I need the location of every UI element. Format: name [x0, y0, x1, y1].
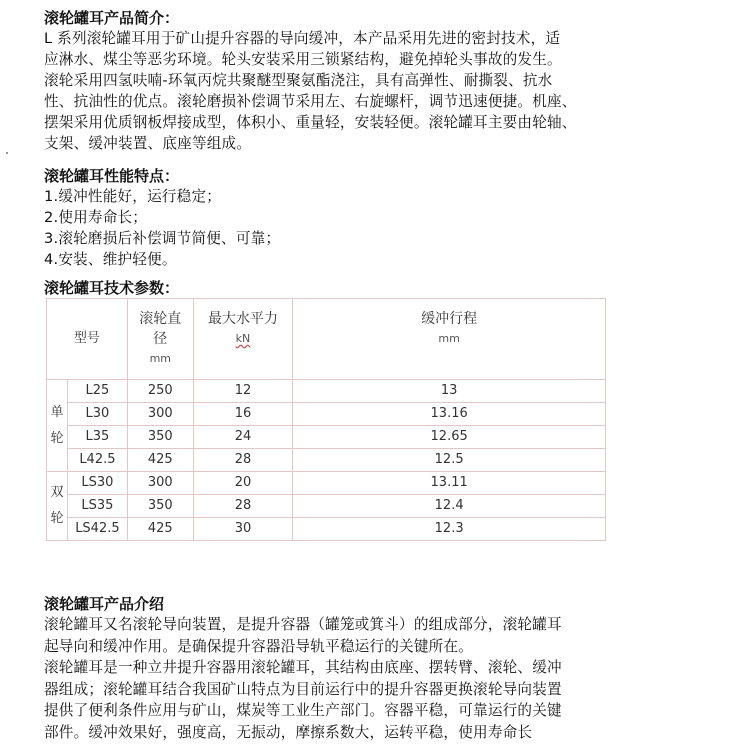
- cell-stroke: 12.5: [293, 449, 606, 472]
- cell-diameter: 300: [127, 403, 193, 426]
- cell-model: L42.5: [67, 449, 127, 472]
- cell-stroke: 13.11: [293, 472, 606, 495]
- cell-force: 20: [193, 472, 293, 495]
- cell-model: L25: [67, 380, 127, 403]
- cell-diameter: 425: [127, 449, 193, 472]
- cell-force: 12: [193, 380, 293, 403]
- header-force-label: 最大水平力: [207, 311, 278, 327]
- feature-item: 1.缓冲性能好，运行稳定；: [44, 188, 222, 205]
- cell-stroke: 13: [293, 380, 606, 403]
- table-row: [47, 449, 606, 472]
- feature-item: 3.滚轮磨损后补偿调节简便、可靠；: [44, 230, 281, 247]
- header-stroke-unit: mm: [438, 332, 460, 345]
- cell-diameter: 250: [127, 380, 193, 403]
- cell-model: LS35: [67, 495, 127, 518]
- cell-diameter: 350: [127, 426, 193, 449]
- specs-heading: 滚轮罐耳技术参数：: [44, 279, 180, 297]
- intro-line: 支架、缓冲装置、底座等组成。: [44, 135, 252, 152]
- features-heading: 滚轮罐耳性能特点：: [44, 167, 180, 185]
- product-line: 提供了便利条件应用与矿山，煤炭等工业生产部门。容器平稳，可靠运行的关键: [44, 702, 562, 719]
- intro-line: L 系列滚轮罐耳用于矿山提升容器的导向缓冲，本产品采用先进的密封技术，适: [44, 30, 561, 47]
- cell-force: 30: [193, 518, 293, 541]
- features-section: [44, 166, 704, 270]
- intro-line: 应淋水、煤尘等恶劣环境。轮头安装采用三锁紧结构，避免掉轮头事故的发生。: [44, 51, 562, 68]
- table-row: [47, 380, 606, 403]
- cell-diameter: 350: [127, 495, 193, 518]
- cell-force: 24: [193, 426, 293, 449]
- cell-diameter: 425: [127, 518, 193, 541]
- intro-section: [44, 8, 704, 154]
- table-row: [47, 518, 606, 541]
- table-row: [47, 426, 606, 449]
- table-row: [47, 495, 606, 518]
- cell-stroke: 12.3: [293, 518, 606, 541]
- header-force: [193, 299, 293, 380]
- product-line: 起导向和缓冲作用。是确保提升容器沿导轨平稳运行的关键所在。: [44, 637, 474, 655]
- cell-model: LS30: [67, 472, 127, 495]
- product-line: 部件。缓冲效果好，强度高，无振动，摩擦系数大，运转平稳，使用寿命长: [44, 723, 533, 741]
- header-stroke: [293, 299, 606, 380]
- feature-item: 4.安装、维护轻便。: [44, 251, 177, 268]
- table-row: [47, 472, 606, 495]
- cell-diameter: 300: [127, 472, 193, 495]
- feature-item: 2.使用寿命长；: [44, 209, 148, 226]
- cell-model: LS42.5: [67, 518, 127, 541]
- intro-line: 摆架采用优质钢板焊接成型，体积小、重量轻，安装轻便。滚轮罐耳主要由轮轴、: [44, 114, 577, 131]
- intro-line: 滚轮采用四氢呋喃-环氧丙烷共聚醚型聚氨酯浇注，具有高弹性、耐撕裂、抗水: [44, 72, 553, 89]
- cell-model: L30: [67, 403, 127, 426]
- cell-stroke: 12.65: [293, 426, 606, 449]
- intro-heading: 滚轮罐耳产品简介：: [44, 9, 180, 27]
- header-diameter: [127, 299, 193, 380]
- header-diameter-label: 滚轮直径: [139, 311, 182, 347]
- cell-model: L35: [67, 426, 127, 449]
- table-header-row: [47, 299, 606, 380]
- cell-force: 28: [193, 495, 293, 518]
- header-force-unit: kN: [235, 332, 251, 345]
- specs-table: [46, 298, 606, 541]
- cell-force: 16: [193, 403, 293, 426]
- cell-stroke: 13.16: [293, 403, 606, 426]
- product-line: 滚轮罐耳又名滚轮导向装置，是提升容器（罐笼或箕斗）的组成部分，滚轮罐耳: [44, 616, 562, 633]
- table-row: [47, 403, 606, 426]
- stray-mark: [6, 152, 8, 154]
- product-line: 器组成；滚轮罐耳结合我国矿山特点为目前运行中的提升容器更换滚轮导向装置: [44, 680, 562, 698]
- header-stroke-label: 缓冲行程: [421, 311, 478, 327]
- intro-paragraph: [44, 28, 704, 154]
- specs-section: [44, 278, 704, 298]
- product-section: [44, 594, 704, 743]
- intro-line: 性、抗油性的优点。滚轮磨损补偿调节采用左、右旋螺杆，调节迅速便捷。机座、: [44, 93, 577, 110]
- product-paragraph: [44, 614, 704, 743]
- group-label-single: 单轮: [47, 380, 68, 472]
- cell-stroke: 12.4: [293, 495, 606, 518]
- header-model: 型号: [47, 299, 128, 380]
- product-line: 滚轮罐耳是一种立井提升容器用滚轮罐耳，其结构由底座、摆转臂、滚轮、缓冲: [44, 659, 562, 676]
- group-label-double: 双轮: [47, 472, 68, 541]
- features-list: [44, 186, 704, 270]
- header-diameter-unit: mm: [149, 352, 171, 365]
- cell-force: 28: [193, 449, 293, 472]
- product-heading: 滚轮罐耳产品介绍: [44, 595, 165, 613]
